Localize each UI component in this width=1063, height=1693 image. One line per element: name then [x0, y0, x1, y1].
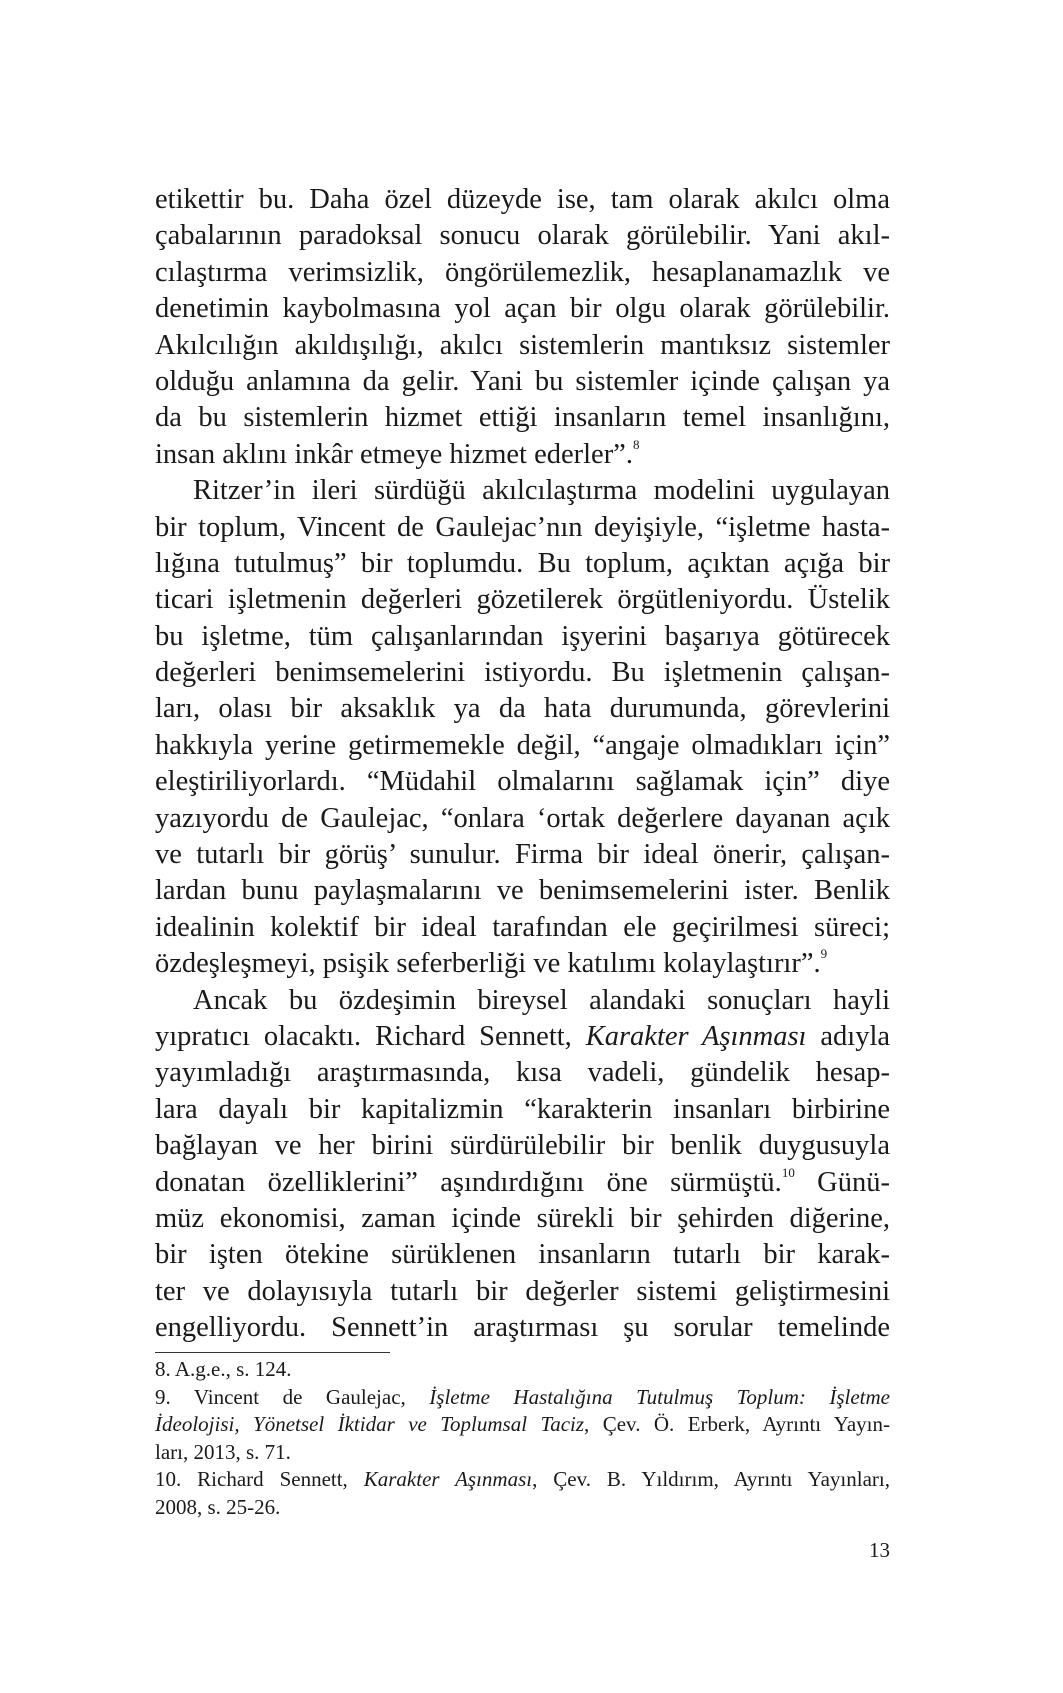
text-line: müz ekonomisi, zaman içinde sürekli bir şehirden diğerine,: [155, 1202, 890, 1234]
footnotes: [155, 1356, 890, 1522]
text-line: da bu sistemlerin hizmet ettiği insanların temel insanlığını,: [155, 402, 890, 434]
footnote-10: [155, 1466, 890, 1494]
text-line: ter ve dolayısıyla tutarlı bir değerler sistemi geliştirmesini: [155, 1275, 890, 1307]
book-title-italic: Karakter Aşınması: [363, 1467, 533, 1492]
book-title-italic: Karakter Aşınması: [585, 1020, 807, 1052]
text-segment: Günü-: [794, 1166, 890, 1198]
text-line: idealinin kolektif bir ideal tarafından ele geçirilmesi süreci;: [155, 911, 890, 943]
text-line: [155, 946, 890, 982]
text-line: Ancak bu özdeşimin bireysel alandaki sonuçları hayli: [193, 984, 890, 1016]
text-line: cılaştırma verimsizlik, öngörülemezlik, hesaplanamazlık ve: [155, 256, 890, 288]
text-segment: adıyla: [806, 1020, 891, 1052]
text-segment: özdeşleşmeyi, psişik seferberliği ve katılımı kolaylaştırır”.: [155, 948, 821, 980]
text-line: olduğu anlamına da gelir. Yani bu sistemler içinde çalışan ya: [155, 365, 890, 397]
footnote-9-line-3: ları, 2013, s. 71.: [155, 1439, 291, 1464]
page-number: 13: [869, 1538, 890, 1562]
text-line: eleştiriliyorlardı. “Müdahil olmalarını sağlamak için” diye: [155, 766, 890, 798]
text-line: değerleri benimsemelerini istiyordu. Bu işletmenin çalışan-: [155, 657, 890, 689]
text-line: engelliyordu. Sennett’in araştırması şu sorular temelinde: [155, 1312, 890, 1344]
footnote-10-line-2: 2008, s. 25-26.: [155, 1494, 281, 1519]
text-line: bağlayan ve her birini sürdürülebilir bir benlik duygusuyla: [155, 1130, 890, 1162]
text-line: ve tutarlı bir görüş’ sunulur. Firma bir ideal önerir, çalışan-: [155, 839, 890, 871]
footnote-ref-9[interactable]: 9: [820, 946, 828, 962]
text-line: [155, 1165, 890, 1201]
text-line: lardan bunu paylaşmalarını ve benimsemelerini ister. Benlik: [155, 875, 890, 907]
footnote-ref-8[interactable]: 8: [632, 436, 640, 452]
body-text: [155, 182, 890, 1347]
book-title-italic: İdeolojisi, Yönetsel İktidar ve Toplumsal Taciz: [155, 1412, 585, 1437]
text-line: [155, 437, 890, 473]
text-line: çabalarının paradoksal sonucu olarak görülebilir. Yani akıl-: [155, 220, 890, 252]
text-line: Akılcılığın akıldışılığı, akılcı sistemlerin mantıksız sistemler: [155, 329, 890, 361]
text-line: [155, 1019, 890, 1055]
text-line: ları, olası bir aksaklık ya da hata durumunda, görevlerini: [155, 693, 890, 725]
text-segment: 10. Richard Sennett,: [155, 1467, 364, 1492]
text-line: lara dayalı bir kapitalizmin “karakterin insanları birbirine: [155, 1093, 890, 1125]
text-segment: yıpratıcı olacaktı. Richard Sennett,: [155, 1020, 586, 1052]
text-line: yazıyordu de Gaulejac, “onlara ‘ortak değerlere dayanan açık: [155, 802, 890, 834]
text-line: lığına tutulmuş” bir toplumdu. Bu toplum, açıktan açığa bir: [155, 547, 890, 579]
footnote-ref-10[interactable]: 10: [781, 1164, 795, 1180]
text-line: hakkıyla yerine getirmemekle değil, “angaje olmadıkları için”: [155, 729, 890, 761]
text-line: bir işten ötekine sürüklenen insanların tutarlı bir karak-: [155, 1239, 890, 1271]
footnote-9: [155, 1384, 890, 1412]
text-line: denetimin kaybolmasına yol açan bir olgu olarak görülebilir.: [155, 293, 890, 325]
paragraph-3: [155, 983, 890, 1347]
footnote-9-line-2: [155, 1411, 890, 1439]
text-line: bu işletme, tüm çalışanlarından işyerini başarıya götürecek: [155, 620, 890, 652]
text-line: etikettir bu. Daha özel düzeyde ise, tam olarak akılcı olma: [155, 184, 890, 215]
text-segment: , Çev. B. Yıldırım, Ayrıntı Yayınları,: [532, 1467, 890, 1492]
text-segment: donatan özelliklerini” aşındırdığını öne sürmüştü.: [155, 1166, 782, 1198]
text-line: ticari işletmenin değerleri gözetilerek örgütleniyordu. Üstelik: [155, 584, 890, 616]
footnote-8: 8. A.g.e., s. 124.: [155, 1357, 292, 1381]
text-segment: insan aklını inkâr etmeye hizmet ederler”.: [155, 438, 633, 470]
text-line: Ritzer’in ileri sürdüğü akılcılaştırma modelini uygulayan: [193, 475, 890, 507]
text-line: yayımladığı araştırmasında, kısa vadeli, gündelik hesap-: [155, 1057, 890, 1089]
footnote-divider: [155, 1352, 390, 1353]
text-segment: 9. Vincent de Gaulejac,: [155, 1384, 430, 1409]
book-title-italic: İşletme Hastalığına Tutulmuş Toplum: İşletme: [429, 1384, 891, 1409]
text-segment: , Çev. Ö. Erberk, Ayrıntı Yayın-: [584, 1412, 890, 1437]
text-line: bir toplum, Vincent de Gaulejac’nın deyişiyle, “işletme hasta-: [155, 511, 890, 543]
paragraph-2: [155, 473, 890, 982]
paragraph-1: [155, 182, 890, 473]
